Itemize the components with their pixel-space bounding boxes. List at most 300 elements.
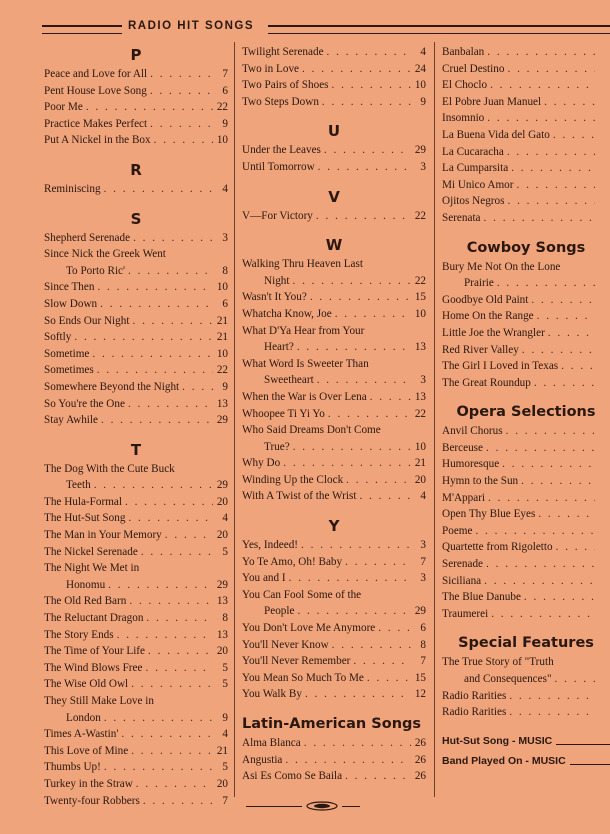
song-entry — [44, 776, 228, 793]
song-entry — [442, 325, 610, 342]
song-title: Home On the Range — [442, 310, 534, 323]
page-number: 7 — [222, 794, 228, 807]
letter-heading: W — [325, 236, 343, 255]
song-title: The Nickel Serenade — [44, 545, 138, 558]
song-entry — [44, 346, 228, 363]
dot-leader — [293, 439, 411, 456]
dot-leader — [316, 208, 411, 225]
song-entry — [44, 477, 228, 494]
page-number: 10 — [216, 134, 228, 147]
dot-leader — [327, 44, 411, 61]
song-entry — [242, 44, 426, 61]
song-title: Ojitos Negros — [442, 195, 505, 208]
dot-leader — [507, 144, 595, 161]
dot-leader — [367, 670, 411, 687]
song-entry — [442, 523, 610, 540]
song-entry — [442, 292, 610, 309]
feature-label: Hut-Sut Song - MUSIC — [442, 734, 553, 747]
song-entry — [242, 735, 426, 752]
song-title: Little Joe the Wrangler — [442, 326, 545, 339]
song-entry — [44, 461, 228, 478]
song-title: and Consequences" — [464, 673, 552, 685]
header-rule-right — [268, 25, 610, 34]
song-title: To Porto Ric' — [66, 264, 126, 277]
dot-leader — [182, 379, 213, 396]
song-title: Two Pairs of Shoes — [242, 79, 329, 92]
song-entry — [44, 627, 228, 644]
song-entry — [442, 259, 610, 276]
footer-rule — [342, 806, 360, 807]
song-entry — [44, 793, 228, 810]
page-number: 13 — [216, 595, 228, 608]
song-title: Turkey in the Straw — [44, 777, 133, 790]
song-entry — [44, 610, 228, 627]
song-title: Radio Rarities — [442, 706, 507, 719]
dot-leader — [148, 643, 213, 660]
footer-rule — [246, 806, 302, 807]
dot-leader — [335, 306, 411, 323]
page-number: 9 — [420, 95, 426, 108]
page-number: 20 — [216, 777, 228, 790]
dot-leader — [304, 735, 411, 752]
song-entry — [242, 653, 426, 670]
dot-leader — [524, 589, 595, 606]
song-title: Hymn to the Sun — [442, 475, 519, 488]
song-entry — [44, 230, 228, 247]
song-title: Yes, Indeed! — [242, 539, 299, 552]
song-entry — [44, 313, 228, 330]
song-entry — [442, 160, 610, 177]
song-entry — [442, 473, 610, 490]
feature-item — [442, 731, 610, 751]
song-title: You'll Never Remember — [242, 655, 351, 668]
song-entry — [442, 177, 610, 194]
dot-leader — [484, 573, 595, 590]
song-title: La Cumparsita — [442, 162, 509, 175]
dot-leader — [370, 389, 411, 406]
song-title: Radio Rarities — [442, 689, 507, 702]
dot-leader — [150, 116, 213, 133]
song-title: Walking Thru Heaven Last — [242, 258, 363, 271]
song-entry — [442, 94, 610, 111]
page-title: RADIO HIT SONGS — [128, 20, 255, 32]
song-title: Wasn't It You? — [242, 291, 307, 304]
song-title: The Wind Blows Free — [44, 661, 143, 674]
song-title: Serenade — [442, 558, 483, 571]
dot-leader — [285, 752, 411, 769]
page-number: 22 — [414, 209, 426, 222]
song-title: Peace and Love for All — [44, 68, 148, 80]
song-title: Stay Awhile — [44, 414, 98, 427]
song-entry — [44, 379, 228, 396]
page-number: 9 — [222, 711, 228, 724]
dot-leader — [328, 406, 411, 423]
song-entry — [442, 506, 610, 523]
page-number: 15 — [414, 291, 426, 304]
song-title: The Hula-Formal — [44, 495, 122, 508]
dot-leader — [484, 210, 595, 227]
song-entry — [44, 676, 228, 693]
song-entry — [44, 494, 228, 511]
song-entry — [44, 743, 228, 760]
dot-leader — [537, 308, 595, 325]
page-number: 7 — [222, 68, 228, 80]
song-title: Mi Unico Amor — [442, 178, 514, 191]
page-number: 3 — [420, 572, 426, 585]
song-entry — [44, 544, 228, 561]
song-entry — [242, 637, 426, 654]
song-entry — [44, 329, 228, 346]
song-title: True? — [264, 440, 290, 453]
column-divider — [434, 42, 435, 797]
song-entry — [442, 210, 610, 227]
song-title: Two in Love — [242, 62, 300, 75]
dot-leader — [378, 620, 411, 637]
page-number: 29 — [216, 578, 228, 591]
song-title: The Girl I Loved in Texas — [442, 360, 559, 373]
song-title: The Great Roundup — [442, 376, 531, 389]
letter-heading: R — [130, 160, 142, 179]
song-entry — [44, 710, 228, 727]
song-title: Sweetheart — [264, 374, 314, 387]
dot-leader — [310, 289, 411, 306]
dot-leader — [301, 537, 411, 554]
dot-leader — [86, 99, 213, 116]
page-number: 5 — [222, 678, 228, 691]
song-entry — [442, 654, 610, 671]
dot-leader — [324, 142, 411, 159]
page-header — [42, 18, 610, 38]
dot-leader — [297, 603, 411, 620]
feature-item — [442, 751, 610, 771]
dot-leader — [509, 704, 595, 721]
dot-leader — [522, 342, 595, 359]
song-entry — [242, 603, 426, 620]
song-title: What Word Is Sweeter Than — [242, 357, 369, 370]
song-entry — [242, 256, 426, 273]
song-entry — [442, 688, 610, 705]
dot-leader — [74, 329, 213, 346]
page-number: 4 — [222, 512, 228, 525]
song-title: Teeth — [66, 479, 91, 492]
dot-leader — [346, 472, 411, 489]
song-title: This Love of Mine — [44, 744, 129, 757]
song-entry — [242, 406, 426, 423]
page-number: 13 — [216, 397, 228, 410]
song-entry — [44, 362, 228, 379]
song-entry — [442, 671, 610, 688]
dot-leader — [141, 544, 213, 561]
song-title: La Cucaracha — [442, 145, 504, 158]
dot-leader — [491, 606, 595, 623]
song-entry — [442, 275, 610, 292]
song-entry — [44, 693, 228, 710]
page-number: 5 — [222, 661, 228, 674]
dot-leader — [136, 776, 213, 793]
dot-leader — [345, 768, 411, 785]
page-number: 3 — [222, 231, 228, 244]
dot-leader — [165, 527, 213, 544]
song-title: Winding Up the Clock — [242, 473, 344, 486]
page-number: 22 — [216, 101, 228, 114]
song-entry — [44, 83, 228, 100]
song-entry — [442, 573, 610, 590]
spacer — [242, 505, 426, 515]
song-entry — [242, 686, 426, 703]
dot-leader — [317, 372, 411, 389]
dot-leader — [129, 593, 213, 610]
song-entry — [442, 589, 610, 606]
song-entry — [442, 127, 610, 144]
page-number: 10 — [414, 79, 426, 92]
letter-heading: Y — [328, 517, 340, 536]
spacer — [442, 391, 610, 401]
page-number: 4 — [420, 490, 426, 503]
dot-leader — [487, 110, 595, 127]
page-number: 6 — [420, 622, 426, 635]
dot-leader — [487, 44, 595, 61]
dot-leader — [117, 627, 213, 644]
page-number: 20 — [216, 529, 228, 542]
song-entry — [242, 273, 426, 290]
dot-leader — [531, 292, 595, 309]
song-entry — [242, 620, 426, 637]
song-title: Sometime — [44, 347, 90, 360]
footer-ornament-icon — [305, 801, 339, 811]
song-entry — [44, 99, 228, 116]
song-entry — [242, 439, 426, 456]
song-title: Alma Blanca — [242, 737, 301, 749]
spacer — [242, 703, 426, 713]
dot-leader — [521, 473, 595, 490]
page-number: 8 — [222, 612, 228, 625]
song-title: The Man in Your Memory — [44, 529, 162, 542]
dot-leader — [544, 94, 595, 111]
page-number: 7 — [420, 555, 426, 568]
song-title: Poeme — [442, 524, 473, 537]
song-entry — [44, 660, 228, 677]
song-title: Slow Down — [44, 297, 98, 310]
page-number: 15 — [414, 671, 426, 684]
song-entry — [44, 643, 228, 660]
dot-leader — [497, 275, 595, 292]
song-title: Insomnio — [442, 112, 485, 125]
song-title: Sometimes — [44, 364, 94, 377]
song-title: Quartette from Rigoletto — [442, 541, 553, 554]
page-number: 6 — [222, 297, 228, 310]
page-number: 22 — [414, 274, 426, 287]
song-entry — [242, 455, 426, 472]
song-entry — [442, 375, 610, 392]
page-number: 13 — [414, 390, 426, 403]
song-title: Poor Me — [44, 101, 83, 114]
song-entry — [242, 670, 426, 687]
dot-leader — [150, 83, 213, 100]
song-entry — [242, 570, 426, 587]
song-title: The Night We Met in — [44, 562, 140, 575]
page-number: 29 — [414, 144, 426, 157]
song-entry — [44, 510, 228, 527]
dot-leader — [100, 296, 213, 313]
song-title: The Blue Danube — [442, 591, 521, 604]
dot-leader — [145, 660, 213, 677]
page-number: 5 — [222, 545, 228, 558]
song-entry — [242, 61, 426, 78]
dot-leader — [97, 279, 213, 296]
song-title: You Walk By — [242, 688, 302, 701]
page-number: 21 — [216, 331, 228, 344]
song-title: The Dog With the Cute Buck — [44, 462, 175, 475]
spacer — [442, 622, 610, 632]
song-entry — [44, 116, 228, 133]
song-title: Pent House Love Song — [44, 84, 147, 97]
song-title: Traumerei — [442, 607, 489, 620]
page-number: 10 — [216, 281, 228, 294]
dot-leader — [332, 77, 411, 94]
song-title: When the War is Over Lena — [242, 390, 367, 403]
song-title: Heart? — [264, 341, 294, 354]
dot-leader — [133, 230, 213, 247]
song-title: Whatcha Know, Joe — [242, 307, 332, 320]
page-number: 26 — [414, 737, 426, 749]
song-title: The True Story of "Truth — [442, 656, 554, 669]
dot-leader — [486, 440, 595, 457]
page-number: 5 — [222, 761, 228, 774]
page-number: 21 — [216, 314, 228, 327]
page-number: 26 — [414, 770, 426, 783]
song-entry — [442, 44, 610, 61]
song-entry — [44, 263, 228, 280]
dot-leader — [353, 653, 411, 670]
dot-leader — [297, 339, 411, 356]
dot-leader — [143, 793, 213, 810]
page-number: 4 — [222, 728, 228, 741]
song-title: Red River Valley — [442, 343, 519, 356]
page-number: 22 — [414, 407, 426, 420]
song-entry — [44, 181, 228, 198]
song-title: Twilight Serenade — [242, 46, 324, 58]
song-title: You Can Fool Some of the — [242, 588, 362, 601]
spacer — [442, 227, 610, 237]
dot-leader — [509, 688, 595, 705]
song-title: Siciliana — [442, 574, 482, 587]
spacer — [242, 176, 426, 186]
song-title: The Hut-Sut Song — [44, 512, 126, 525]
dot-leader — [125, 494, 213, 511]
dot-leader — [507, 61, 595, 78]
song-entry — [242, 537, 426, 554]
dot-leader — [322, 94, 411, 111]
song-title: Banbalan — [442, 46, 485, 58]
song-title: Reminiscing — [44, 182, 101, 195]
song-entry — [242, 488, 426, 505]
song-title: Since Then — [44, 281, 95, 294]
dot-leader — [128, 263, 213, 280]
song-title: So You're the One — [44, 397, 125, 410]
song-title: Prairie — [464, 277, 494, 290]
song-entry — [242, 587, 426, 604]
dot-leader — [506, 423, 595, 440]
song-title: The Old Red Barn — [44, 595, 127, 608]
song-entry — [442, 440, 610, 457]
page-number: 3 — [420, 160, 426, 173]
song-entry — [44, 412, 228, 429]
dot-leader — [548, 325, 595, 342]
dot-leader — [488, 490, 595, 507]
letter-heading: T — [130, 440, 142, 459]
page-number: 3 — [420, 539, 426, 552]
song-title: London — [66, 711, 101, 724]
song-title: Berceuse — [442, 441, 483, 454]
song-entry — [242, 389, 426, 406]
song-entry — [442, 704, 610, 721]
page-number: 7 — [420, 655, 426, 668]
dot-leader — [283, 455, 411, 472]
page-number: 21 — [216, 744, 228, 757]
dot-leader — [555, 671, 595, 688]
song-title: The Time of Your Life — [44, 645, 146, 658]
dot-leader — [104, 759, 213, 776]
song-entry — [44, 759, 228, 776]
page-number: 22 — [216, 364, 228, 377]
dot-leader — [332, 637, 411, 654]
song-entry — [442, 342, 610, 359]
song-title: People — [264, 605, 295, 618]
song-title: Somewhere Beyond the Night — [44, 380, 180, 393]
song-entry — [242, 159, 426, 176]
dot-leader — [305, 686, 411, 703]
dot-leader — [92, 346, 213, 363]
song-entry — [44, 577, 228, 594]
spacer — [44, 149, 228, 159]
dot-leader — [561, 358, 595, 375]
song-entry — [242, 554, 426, 571]
page-number: 10 — [216, 347, 228, 360]
page-number: 9 — [222, 117, 228, 130]
dot-leader — [131, 676, 213, 693]
dot-leader — [538, 506, 595, 523]
song-entry — [442, 490, 610, 507]
page-number: 12 — [414, 688, 426, 701]
dot-leader — [108, 577, 213, 594]
section-heading: Special Features — [458, 635, 594, 652]
song-title: Two Steps Down — [242, 95, 319, 108]
song-title: You'll Never Know — [242, 638, 329, 651]
index-column-2 — [242, 44, 426, 785]
song-entry — [242, 752, 426, 769]
dot-leader — [289, 570, 411, 587]
page-number: 6 — [222, 84, 228, 97]
song-entry — [44, 726, 228, 743]
section-heading: Opera Selections — [456, 404, 596, 421]
index-column-1 — [44, 44, 228, 809]
index-column-3 — [442, 44, 610, 771]
page-number: 29 — [216, 414, 228, 427]
song-entry — [44, 527, 228, 544]
page-number: 13 — [216, 628, 228, 641]
section-heading: Cowboy Songs — [466, 239, 586, 256]
song-title: Twenty-four Robbers — [44, 794, 140, 807]
song-title: You and I — [242, 572, 286, 585]
dot-leader — [490, 77, 595, 94]
dot-leader — [94, 477, 213, 494]
song-entry — [442, 539, 610, 556]
page-number: 4 — [222, 182, 228, 195]
page-number: 20 — [216, 495, 228, 508]
spacer — [44, 198, 228, 208]
song-title: Anvil Chorus — [442, 425, 503, 438]
song-title: Asi Es Como Se Baila — [242, 770, 343, 783]
